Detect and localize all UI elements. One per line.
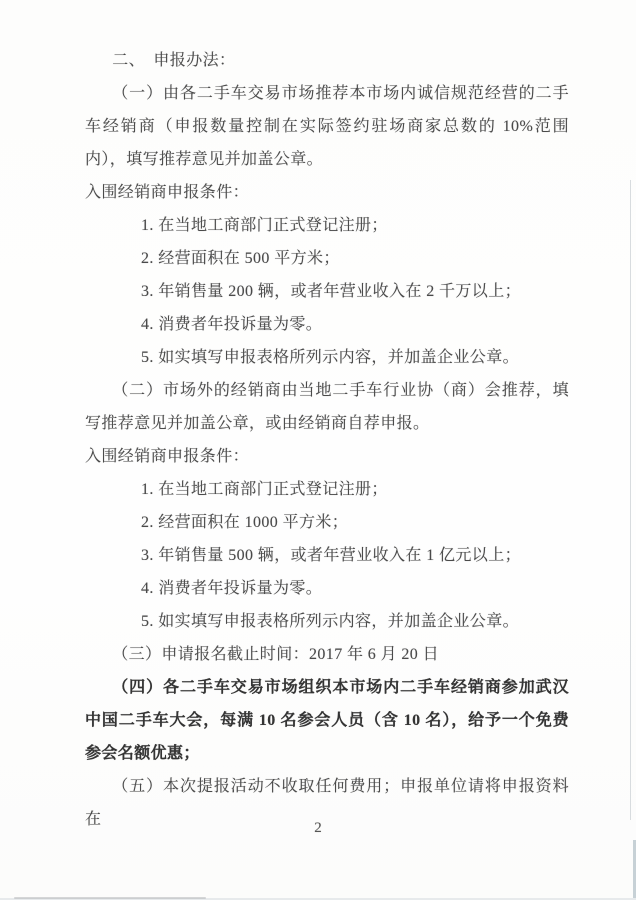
paragraph-line: 二、 申报办法： [112, 52, 236, 69]
paragraph-line: 入围经销商申报条件： [85, 184, 250, 201]
paragraph-line: 4. 消费者年投诉量为零。 [141, 580, 323, 597]
paragraph-line: 2. 经营面积在 1000 平方米； [141, 514, 349, 531]
document-body [85, 44, 569, 836]
paragraph-line: 4. 消费者年投诉量为零。 [141, 316, 323, 333]
paragraph-line: 3. 年销售量 200 辆，或者年营业收入在 2 千万以上； [141, 283, 522, 300]
paragraph-line: （二）市场外的经销商由当地二手车行业协（商）会推荐，填写推荐意见并加盖公章，或由经销商自荐申报。 [85, 382, 569, 432]
paragraph-line: （一）由各二手车交易市场推荐本市场内诚信规范经营的二手车经销商（申报数量控制在实际签约驻场商家总数的 10%范围内），填写推荐意见并加盖公章。 [85, 85, 569, 168]
paragraph-line: 5. 如实填写申报表格所列示内容，并加盖企业公章。 [141, 349, 520, 366]
paragraph-line: 3. 年销售量 500 辆，或者年营业收入在 1 亿元以上； [141, 547, 522, 564]
paragraph-line: 1. 在当地工商部门正式登记注册； [141, 217, 388, 234]
paragraph-line: 2. 经营面积在 500 平方米； [141, 250, 340, 267]
paragraph-line: （三）申请报名截止时间：2017 年 6 月 20 日 [112, 646, 439, 663]
paragraph-line: 1. 在当地工商部门正式登记注册； [141, 481, 388, 498]
page-number: 2 [314, 820, 322, 836]
paragraph-line: 5. 如实填写申报表格所列示内容，并加盖企业公章。 [141, 613, 520, 630]
scan-edge-bottom-smudge [14, 897, 206, 899]
paragraph-line: （五）本次提报活动不收取任何费用；申报单位请将申报资料在 [85, 778, 569, 828]
paragraph-line: （四）各二手车交易市场组织本市场内二手车经销商参加武汉中国二手车大会，每满 10 名参会人员（含 10 名），给予一个免费参会名额优惠； [85, 679, 569, 762]
scan-edge-right-line [630, 180, 631, 820]
paragraph-line: 入围经销商申报条件： [85, 448, 250, 465]
